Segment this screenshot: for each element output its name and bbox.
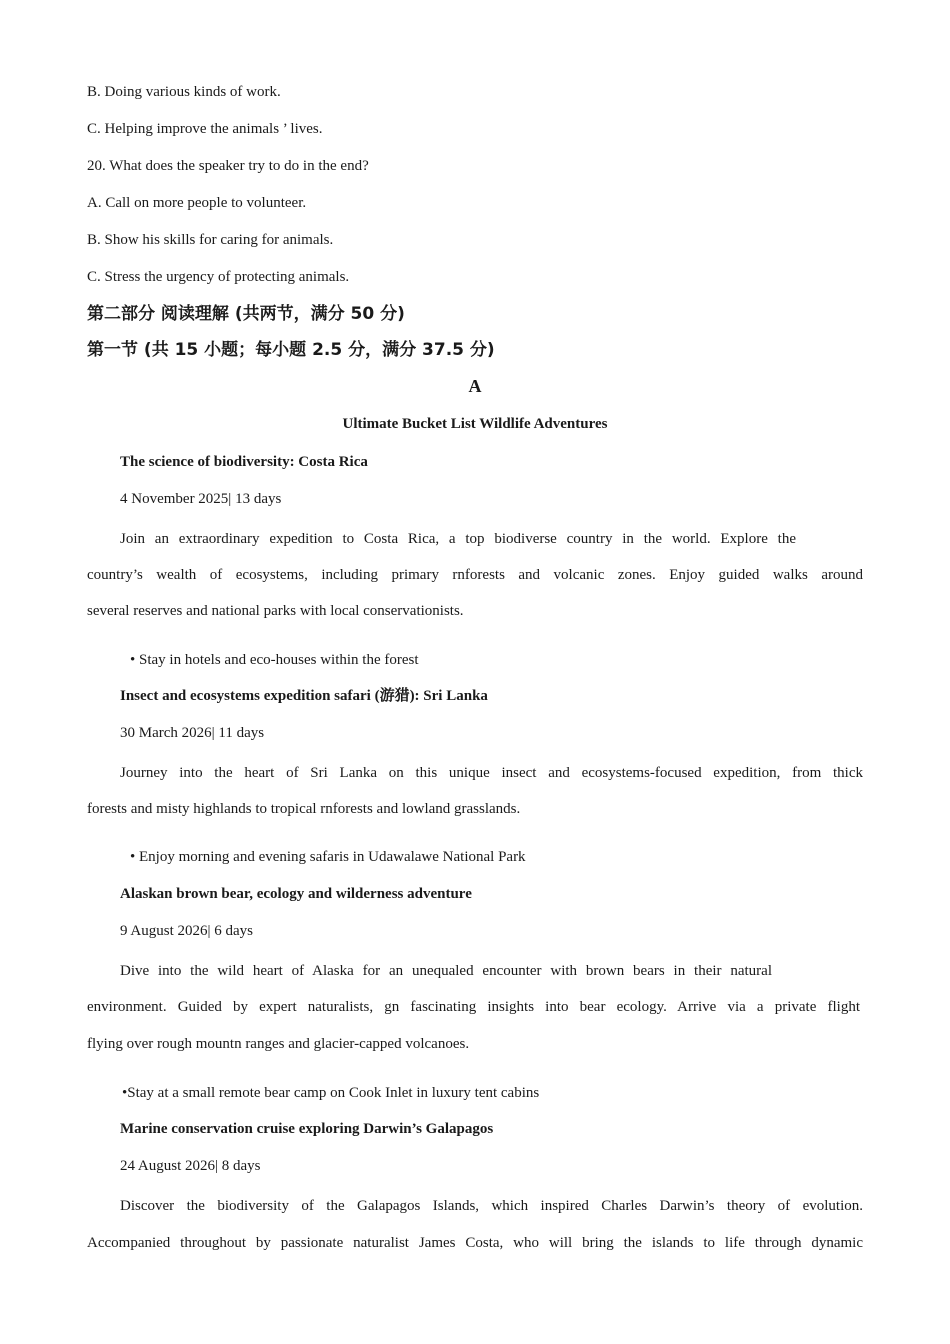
question-20: 20. What does the speaker try to do in the end? [87, 158, 369, 174]
trip-date: 24 August 2026| 8 days [120, 1158, 261, 1174]
trip-date: 30 March 2026| 11 days [120, 725, 265, 741]
trip-bullet: • Stay in hotels and eco-houses within the forest [130, 652, 419, 668]
passage-title: Ultimate Bucket List Wildlife Adventures [342, 416, 608, 432]
option-20-c: C. Stress the urgency of protecting animals. [87, 269, 350, 285]
trip-desc-line: Discover the biodiversity of the Galapagos Islands, which inspired Charles Darwin’s theory of evolution. [120, 1198, 863, 1214]
trip-title: Alaskan brown bear, ecology and wilderness adventure [120, 886, 472, 902]
trip-date: 4 November 2025| 13 days [120, 491, 282, 507]
option-19-c: C. Helping improve the animals ’ lives. [87, 121, 323, 137]
trip-desc-line: environment. Guided by expert naturalists, gn fascinating insights into bear ecology. Arrive via a private flight [87, 999, 860, 1015]
trip-bullet: • Enjoy morning and evening safaris in Udawalawe National Park [130, 849, 526, 865]
trip-title: Insect and ecosystems expedition safari (游猎): Sri Lanka [120, 688, 488, 704]
option-20-a: A. Call on more people to volunteer. [87, 195, 307, 211]
trip-title: The science of biodiversity: Costa Rica [120, 454, 368, 470]
trip-desc-line: forests and misty highlands to tropical rnforests and lowland grasslands. [87, 801, 521, 817]
part-two-heading: 第二部分 阅读理解 (共两节，满分 50 分) [87, 304, 405, 324]
option-20-b: B. Show his skills for caring for animals. [87, 232, 334, 248]
trip-title: Marine conservation cruise exploring Darwin’s Galapagos [120, 1121, 494, 1137]
trip-desc-line: Journey into the heart of Sri Lanka on this unique insect and ecosystems-focused expedition, from thick [120, 765, 863, 781]
trip-desc-line: Join an extraordinary expedition to Costa Rica, a top biodiverse country in the world. Explore the [120, 531, 796, 547]
trip-date: 9 August 2026| 6 days [120, 923, 254, 939]
trip-desc-line: country’s wealth of ecosystems, including primary rnforests and volcanic zones. Enjoy guided walks around [87, 567, 863, 583]
trip-desc-line: Dive into the wild heart of Alaska for an unequaled encounter with brown bears in their natural [120, 963, 772, 979]
trip-desc-line: flying over rough mountn ranges and glacier-capped volcanoes. [87, 1036, 470, 1052]
option-19-b: B. Doing various kinds of work. [87, 84, 281, 100]
section-one-heading: 第一节 (共 15 小题；每小题 2.5 分，满分 37.5 分) [87, 340, 495, 360]
passage-label: A [468, 376, 482, 396]
trip-desc-line: Accompanied throughout by passionate naturalist James Costa, who will bring the islands to life through dynamic [87, 1235, 863, 1251]
trip-desc-line: several reserves and national parks with local conservationists. [87, 603, 464, 619]
trip-bullet: •Stay at a small remote bear camp on Cook Inlet in luxury tent cabins [122, 1085, 540, 1101]
